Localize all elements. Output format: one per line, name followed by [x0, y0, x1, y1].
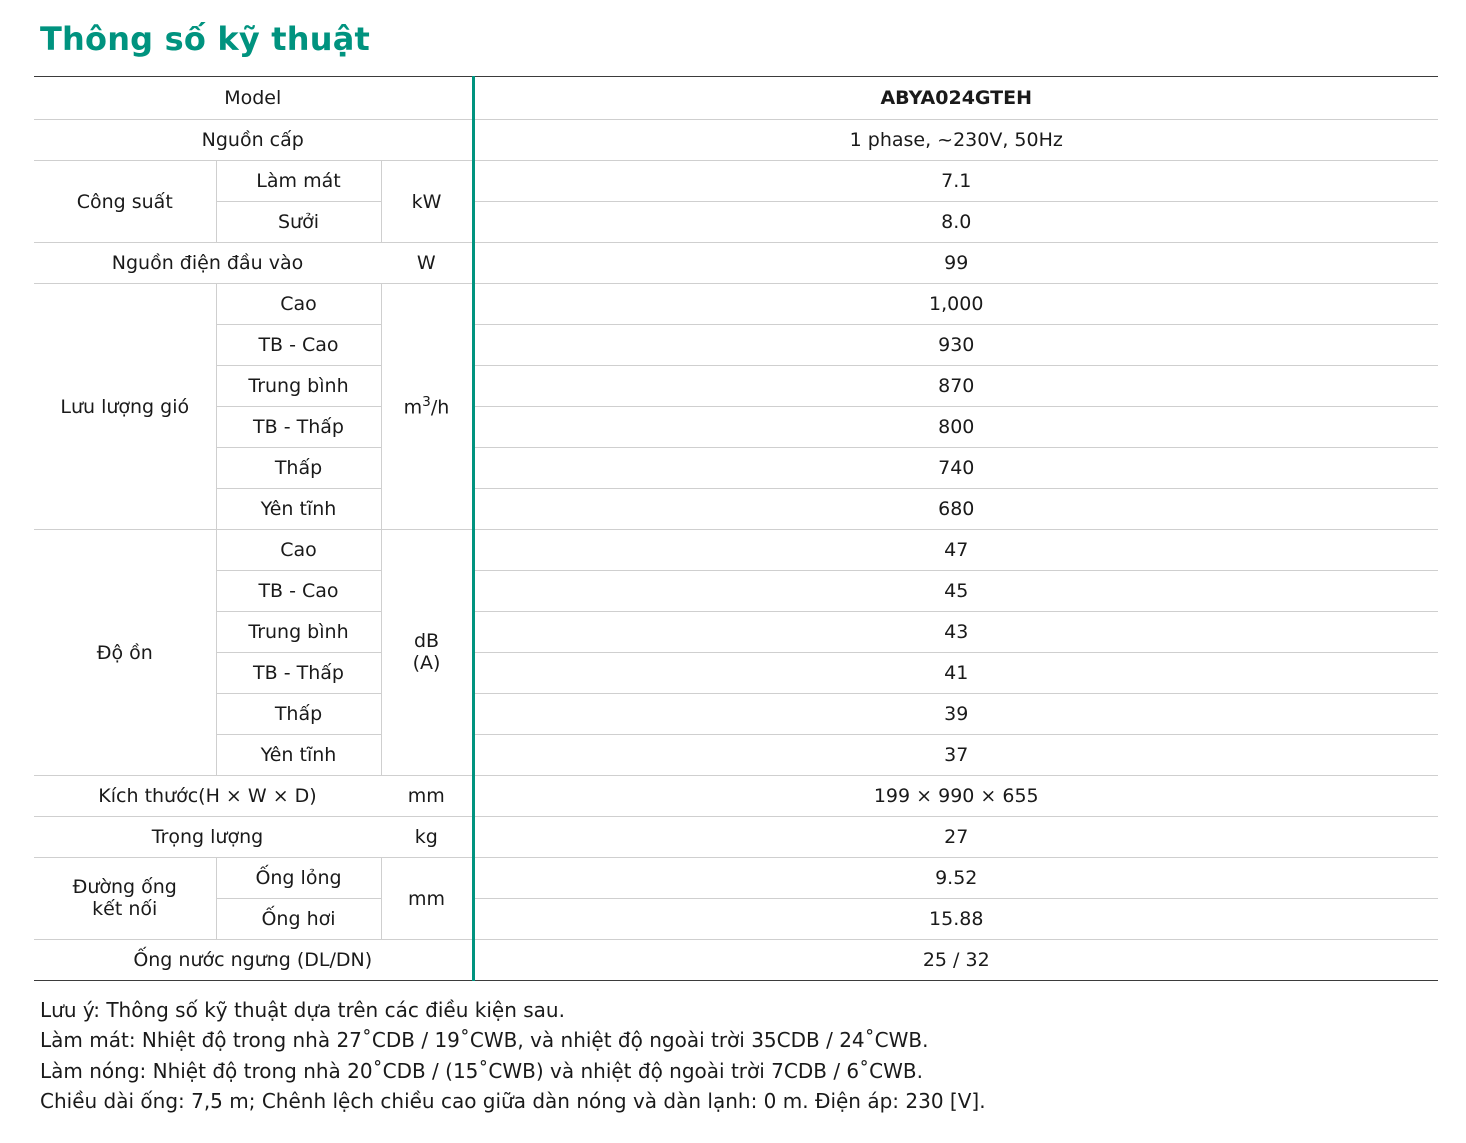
row-value: 8.0	[473, 202, 1438, 243]
row-sublabel: Trung bình	[216, 612, 381, 653]
table-row	[34, 817, 1438, 858]
unit-line-2: (A)	[412, 651, 441, 674]
table-row	[34, 120, 1438, 161]
row-value: 7.1	[473, 161, 1438, 202]
row-value: 199 × 990 × 655	[473, 776, 1438, 817]
row-unit: kW	[381, 161, 473, 243]
row-value: 45	[473, 571, 1438, 612]
note-line-3: Làm nóng: Nhiệt độ trong nhà 20˚CDB / (15˚CWB) và nhiệt độ ngoài trời 7CDB / 6˚CWB.	[40, 1058, 923, 1083]
table-row	[34, 940, 1438, 981]
row-sublabel: Thấp	[216, 694, 381, 735]
row-sublabel: Sưởi	[216, 202, 381, 243]
table-row	[34, 366, 1438, 407]
table-row	[34, 325, 1438, 366]
table-row	[34, 161, 1438, 202]
row-unit	[381, 284, 473, 530]
row-label	[34, 858, 216, 940]
row-value: 39	[473, 694, 1438, 735]
row-label: Kích thước(H × W × D)	[34, 776, 381, 817]
row-sublabel: Làm mát	[216, 161, 381, 202]
row-sublabel: TB - Thấp	[216, 407, 381, 448]
row-label: Độ ồn	[34, 530, 216, 776]
note-line-1: Lưu ý: Thông số kỹ thuật dựa trên các điều kiện sau.	[40, 998, 565, 1022]
row-sublabel: Cao	[216, 284, 381, 325]
row-value: 1 phase, ~230V, 50Hz	[473, 120, 1438, 161]
unit-tail: /h	[430, 396, 450, 419]
row-sublabel: TB - Cao	[216, 571, 381, 612]
row-label: Model	[34, 77, 473, 120]
row-unit: mm	[381, 776, 473, 817]
row-sublabel: Thấp	[216, 448, 381, 489]
row-value: 27	[473, 817, 1438, 858]
row-value: 740	[473, 448, 1438, 489]
row-sublabel: Ống lỏng	[216, 858, 381, 899]
row-unit: kg	[381, 817, 473, 858]
row-value: 25 / 32	[473, 940, 1438, 981]
row-value: 870	[473, 366, 1438, 407]
row-unit: W	[381, 243, 473, 284]
row-value: 99	[473, 243, 1438, 284]
row-label: Công suất	[34, 161, 216, 243]
row-value: 680	[473, 489, 1438, 530]
page-title: Thông số kỹ thuật	[40, 20, 371, 58]
table-row	[34, 776, 1438, 817]
row-value: ABYA024GTEH	[473, 77, 1438, 120]
row-label-line-1: Đường ống	[72, 875, 177, 898]
row-sublabel: Ống hơi	[216, 899, 381, 940]
row-label: Nguồn điện đầu vào	[34, 243, 381, 284]
row-value: 47	[473, 530, 1438, 571]
table-row	[34, 735, 1438, 776]
table-row	[34, 448, 1438, 489]
table-row	[34, 202, 1438, 243]
row-unit: mm	[381, 858, 473, 940]
row-value: 43	[473, 612, 1438, 653]
table-row	[34, 653, 1438, 694]
unit-superscript: 3	[422, 394, 431, 411]
row-sublabel: Cao	[216, 530, 381, 571]
row-label: Trọng lượng	[34, 817, 381, 858]
specification-table	[34, 76, 1438, 981]
table-row	[34, 571, 1438, 612]
row-value: 1,000	[473, 284, 1438, 325]
row-label: Lưu lượng gió	[34, 284, 216, 530]
row-sublabel: Yên tĩnh	[216, 489, 381, 530]
table-row	[34, 77, 1438, 120]
row-value: 9.52	[473, 858, 1438, 899]
row-sublabel: TB - Thấp	[216, 653, 381, 694]
row-label-line-2: kết nối	[92, 897, 158, 920]
table-row	[34, 858, 1438, 899]
row-value: 930	[473, 325, 1438, 366]
note-line-4: Chiều dài ống: 7,5 m; Chênh lệch chiều cao giữa dàn nóng và dàn lạnh: 0 m. Điện áp: 230 [V].	[40, 1089, 986, 1114]
unit-line-1: dB	[413, 629, 440, 652]
row-value: 37	[473, 735, 1438, 776]
note-line-2: Làm mát: Nhiệt độ trong nhà 27˚CDB / 19˚CWB, và nhiệt độ ngoài trời 35CDB / 24˚CWB.	[40, 1028, 929, 1053]
table-row	[34, 489, 1438, 530]
row-sublabel: Trung bình	[216, 366, 381, 407]
table-row	[34, 694, 1438, 735]
notes-block	[40, 995, 1438, 1117]
row-sublabel: Yên tĩnh	[216, 735, 381, 776]
unit-text: m	[403, 396, 423, 419]
row-unit	[381, 530, 473, 776]
row-value: 800	[473, 407, 1438, 448]
table-row	[34, 407, 1438, 448]
table-row	[34, 530, 1438, 571]
row-label: Nguồn cấp	[34, 120, 473, 161]
row-value: 15.88	[473, 899, 1438, 940]
row-value: 41	[473, 653, 1438, 694]
row-sublabel: TB - Cao	[216, 325, 381, 366]
table-row	[34, 899, 1438, 940]
row-label: Ống nước ngưng (DL/DN)	[34, 940, 473, 981]
table-row	[34, 284, 1438, 325]
table-row	[34, 612, 1438, 653]
table-row	[34, 243, 1438, 284]
